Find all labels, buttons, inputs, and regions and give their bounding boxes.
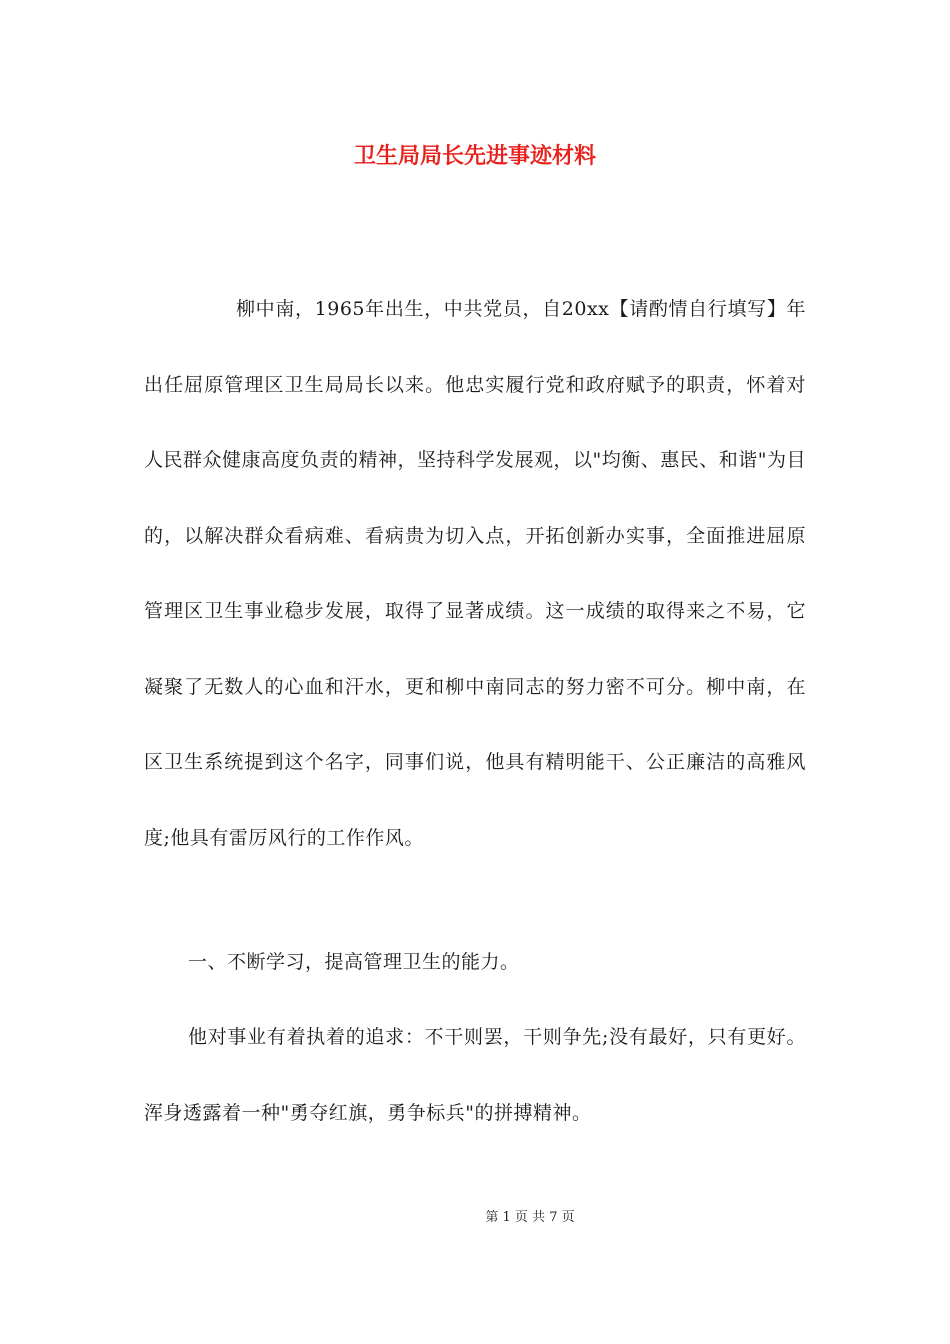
paragraph-intro: 柳中南，1965年出生，中共党员，自20xx【请酌情自行填写】年出任屈原管理区卫生局局长以来。他忠实履行党和政府赋予的职责，怀着对人民群众健康高度负责的精神，坚持科学发展观，以"均衡、惠民、和谐"为目的，以解决群众看病难、看病贵为切入点，开拓创新办实事，全面推进屈原管理区卫生事业稳步发展，取得了显著成绩。这一成绩的取得来之不易，它凝聚了无数人的心血和汗水，更和柳中南同志的努力密不可分。柳中南，在区卫生系统提到这个名字，同事们说，他具有精明能干、公正廉洁的高雅风度;他具有雷厉风行的工作作风。 — [144, 298, 806, 849]
paragraph-pursuit: 他对事业有着执着的追求：不干则罢，干则争先;没有最好，只有更好。浑身透露着一种"勇夺红旗，勇争标兵"的拼搏精神。 — [144, 1026, 806, 1124]
document-title: 卫生局局长先进事迹材料 — [353, 143, 596, 169]
page-footer: 第 1 页 共 7 页 — [485, 1210, 575, 1225]
section-heading: 一、不断学习，提高管理卫生的能力。 — [188, 951, 520, 973]
